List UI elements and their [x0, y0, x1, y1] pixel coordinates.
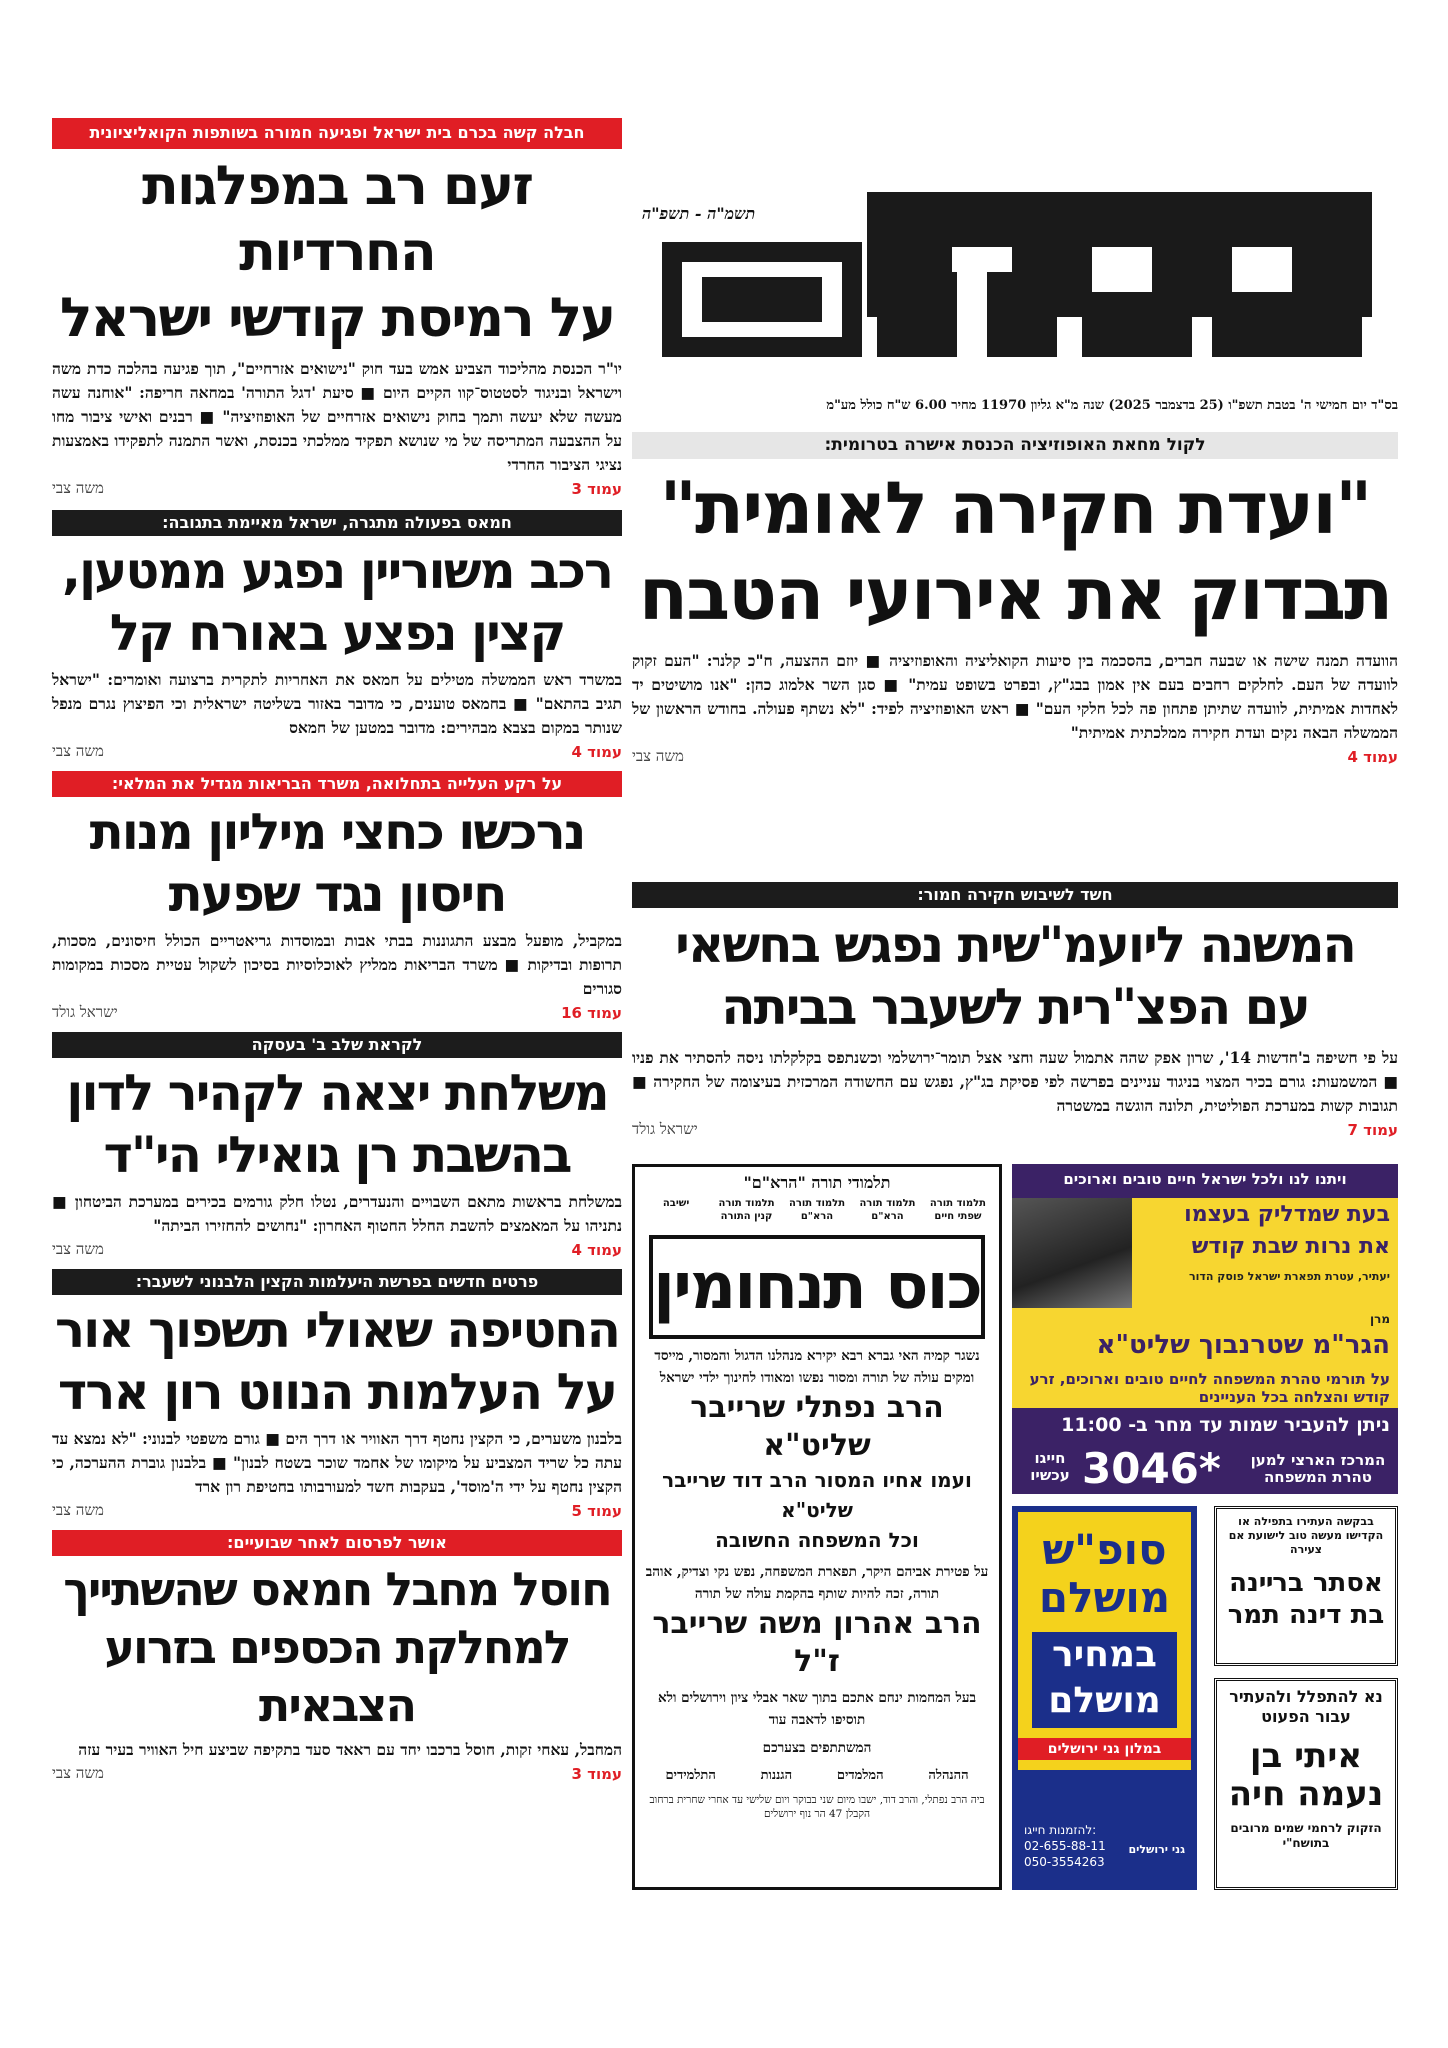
left5-body: בלבנון משערים, כי הקצין נחטף דרך האוויר או דרך הים ■ גורם משפטי לבנוני: "לא נמצא עד עתה כל שריד המצביע על מיקומו של אחמד שוכר בשטח לבנון" ■ בלבנון גוברת ההערכה, כי הקצין נחטף על ידי ה'מוסד', בעקבות חשד למעורבותו בחטיפת רון ארד	[52, 1429, 622, 1497]
rabbi-ad-dial-code[interactable]: *3046	[1082, 1444, 1221, 1493]
left2-body: במשרד ראש הממשלה מטילים על חמאס את האחריות לתקרית ברצועה ואומרים: "ישראל תגיב בהתאם" ■ בחמאס טוענים, כי מדובר באזור בשליטה ישראלית וכי הפיצוץ נגרם מנפל שנותר במקום בצבא מבהירים: מדובר במטען של חמאס	[52, 670, 622, 738]
left2-byline	[52, 742, 622, 761]
institution: תלמוד תורה הרא"ם	[788, 1198, 846, 1222]
left5-headline[interactable]	[52, 1299, 622, 1423]
left6-headline-line2: למחלקת הכספים בזרוע הצבאית	[104, 1620, 570, 1733]
left6-kicker: אושר לפרסום לאחר שבועיים:	[52, 1530, 622, 1556]
left4-headline-line2: בהשבת רן גואילי הי"ד	[103, 1126, 571, 1185]
lead-author: משה צבי	[632, 747, 684, 766]
left4-body: במשלחת בראשות מתאם השבויים והנעדרים, נטלו חלק גורמים בכירים במערכת הביטחון ■ נתניהו על המאמצים להשבת החלל החטוף האחרון: "נחושים להחזירו הביתה"	[52, 1192, 622, 1236]
condolence-name2: ועמו אחיו המסור הרב דוד שרייבר שליט"א	[662, 1468, 972, 1522]
story2-headline-line2: עם הפצ"רית לשעבר בביתה	[721, 978, 1309, 1036]
rabbi-ad-top: ויתנו לנו ולכל ישראל חיים טובים וארוכים	[1012, 1164, 1398, 1198]
condolence-p1: נשגר קמיה האי גברא רבא יקירא מנהלנו הדגול והמסור, מייסד ומקים עולה של תורה ומסור נפשו ומאודו לחינוך ילדי ישראל	[654, 1348, 980, 1386]
institution: תלמוד תורה הרא"ם	[859, 1198, 916, 1222]
weekend-hotel-ad-blue1: במחיר	[1051, 1634, 1157, 1675]
dateline: בס"ד יום חמישי ה' בטבת תשפ"ו (25 בדצמבר 2025) שנה מ"א גליון 11970 מחיר 6.00 ש"ח כולל מע"מ	[826, 398, 1398, 413]
prayer-notice-2-name: איתי בן נעמה חיה	[1228, 1736, 1384, 1814]
left2-headline-line2: קצין נפצע באורח קל	[109, 604, 565, 663]
lead-body: הוועדה תמנה שישה או שבעה חברים, בהסכמה בין סיעות הקואליציה והאופוזיציה ■ יוזם ההצעה, ח"כ קלנר: "העם זקוק לוועדה של העם. לחלקים רחבים בעם אין אמון בבג"ץ, ובפרט בשופט עמית" ■ סגן השר אלמוג כהן: "אנו מושיטים יד לאחדות אמיתית, לוועדה שתיתן פתחון פה לכל חלקי העם" ■ ראש האופוזיציה לפיד: "לא נשתף פעולה. בחודש הראשון של הממשלה הבאה נקים ועדת חקירה ממלכתית אמיתית"	[632, 651, 1398, 743]
weekend-hotel-ad-title	[1018, 1526, 1191, 1622]
left4-kicker: לקראת שלב ב' בעסקה	[52, 1032, 622, 1058]
left-story-1	[52, 118, 622, 498]
prayer-notice-2-footer: הזקוק לרחמי שמים מרובים בתושח"י	[1230, 1821, 1382, 1850]
left-story-4	[52, 1032, 622, 1259]
rabbi-photo	[1012, 1198, 1132, 1308]
condolence-top: תלמודי תורה "הרא"ם"	[743, 1173, 891, 1192]
left5-headline-line2: על העלמות הנווט רון ארד	[57, 1363, 617, 1422]
left3-body: במקביל, מופעל מבצע התגוננות בבתי אבות ובמוסדות גריאטריים הכולל חיסונים, מסכות, תרופות ובדיקות ■ משרד הבריאות ממליץ לאוכלוסיות בסיכון לשקול עטיית מסכות במקומות סגורים	[52, 931, 622, 999]
condolence-name3: הרב אהרון משה שרייבר ז"ל	[652, 1606, 982, 1679]
signature: המלמדים	[836, 1768, 884, 1783]
story2-headline[interactable]	[632, 914, 1398, 1038]
left3-page-ref[interactable]: עמוד 16	[561, 1004, 622, 1023]
left-story-5	[52, 1269, 622, 1520]
left4-headline-line1: משלחת יצאה לקהיר לדון	[66, 1064, 608, 1123]
left1-headline-line1: זעם רב במפלגות החרדיות	[142, 154, 532, 283]
left6-headline[interactable]	[52, 1560, 622, 1734]
left1-headline-line2: על רמיסת קודשי ישראל	[59, 286, 615, 349]
hotel-brand-logo: גני ירושלים	[1128, 1843, 1185, 1856]
weekend-hotel-ad-line1: סופ"ש	[1042, 1525, 1167, 1574]
left1-page-ref[interactable]: עמוד 3	[571, 480, 622, 499]
condolence-fine-print: ביה הרב נפתלי, והרב דוד, ישבו מיום שני בבוקר ויום שלישי עד אחרי שחרית ברחוב הקבלן 47 הר נוף ירושלים	[649, 1794, 985, 1820]
left2-headline-line1: רכב משוריין נפגע ממטען,	[61, 542, 613, 601]
left6-body: המחבל, עאחי זקות, חוסל ברכבו יחד עם ראאד סעד בתקיפה שביצע חיל האוויר בעיר עזה	[78, 1740, 622, 1760]
prayer-notice-2	[1214, 1678, 1398, 1890]
rabbi-ad[interactable]	[1012, 1164, 1398, 1494]
right-column	[632, 112, 1398, 1902]
weekend-hotel-ad[interactable]	[1012, 1506, 1197, 1890]
prayer-notice-2-request: נא להתפלל ולהעתיר עבור הפעוט	[1229, 1687, 1383, 1726]
left3-headline[interactable]	[52, 801, 622, 925]
left2-headline[interactable]	[52, 540, 622, 664]
signature: התלמידים	[665, 1768, 716, 1783]
left6-author: משה צבי	[52, 1764, 104, 1783]
condolence-sig-intro: המשתתפים בצערכם	[762, 1740, 872, 1756]
left4-headline[interactable]	[52, 1062, 622, 1186]
story2-headline-line1: המשנה ליועמ"שית נפגש בחשאי	[675, 916, 1355, 974]
left-story-6	[52, 1530, 622, 1783]
story2-kicker: חשד לשיבוש חקירה חמור:	[632, 882, 1398, 908]
signature: ההנהלה	[928, 1768, 969, 1783]
condolence-signatures	[643, 1767, 991, 1783]
rabbi-ad-blessing: על תורמי טהרת המשפחה לחיים טובים וארוכים, זרע קודש והצלחה בכל העניינים	[1029, 1370, 1390, 1406]
weekend-hotel-ad-line2: מושלם	[1038, 1573, 1171, 1622]
story2-body: על פי חשיפה ב'חדשות 14', שרון אפק שהה אתמול שעה וחצי אצל תומר־ירושלמי וכשנתפס בקלקלתו ניסה להסתיר את פניו ■ המשמעות: גורם בכיר המצוי בניגוד עניינים בפרשה לפי פסיקת בג"ץ, נפגש עם החשודה המרכזית בעיצומה של החקירה ■ תגובות קשות במערכת הפוליטית, תלונה הוגשה במשטרה	[632, 1048, 1398, 1116]
left5-page-ref[interactable]: עמוד 5	[571, 1502, 622, 1521]
masthead	[632, 112, 1398, 382]
left6-headline-line1: חוסל מחבל חמאס שהשתייך	[63, 1562, 611, 1617]
weekend-hotel-ad-footer	[1018, 1770, 1191, 1878]
condolence-p4: בעל המחמות ינחם אתכם בתוך שאר אבלי ציון וירושלים ולא תוסיפו לדאבה עוד	[657, 1690, 977, 1728]
rabbi-ad-maran: מרן	[1369, 1312, 1390, 1326]
rabbi-ad-name: הגר"מ שטרנבוך שליט"א	[1096, 1330, 1390, 1360]
left1-kicker: חבלה קשה בכרם בית ישראל ופגיעה חמורה בשותפות הקואליציונית	[52, 118, 622, 149]
left3-headline-line1: נרכשו כחצי מיליון מנות	[89, 803, 585, 862]
left-story-3	[52, 771, 622, 1022]
story2-byline	[632, 1120, 1398, 1139]
hotel-phones[interactable]	[1024, 1822, 1106, 1870]
left-column	[52, 118, 622, 1908]
left5-author: משה צבי	[52, 1501, 104, 1520]
left-story-2	[52, 510, 622, 761]
left4-page-ref[interactable]: עמוד 4	[571, 1241, 622, 1260]
left1-author: משה צבי	[52, 479, 104, 498]
prayer-notice-1-name: אסתר ברײנה בת דינה תמר	[1227, 1568, 1385, 1630]
condolence-institutions	[643, 1197, 991, 1223]
story2-author: ישראל גולד	[632, 1120, 698, 1139]
lead-page-ref[interactable]: עמוד 4	[1347, 748, 1398, 767]
left6-byline	[52, 1764, 622, 1783]
rabbi-ad-org: המרכז הארצי למען טהרת המשפחה	[1250, 1451, 1386, 1486]
lead-kicker: לקול מחאת האופוזיציה הכנסת אישרה בטרומית:	[632, 432, 1398, 459]
left3-byline	[52, 1003, 622, 1022]
rabbi-ad-footer	[1012, 1408, 1398, 1494]
condolence-p3: על פטירת אביהם היקר, תפארת המשפחה, נפש נקי וצדיק, אוהב תורה, זכה להיות שותף בהקמת עולה של תורה	[645, 1564, 989, 1602]
left5-byline	[52, 1501, 622, 1520]
lead-headline-line1: "ועדת חקירה לאומית"	[659, 466, 1371, 550]
lead-headline[interactable]	[632, 465, 1398, 637]
left5-headline-line1: החטיפה שאולי תשפוך אור	[55, 1301, 619, 1360]
left3-headline-line2: חיסון נגד שפעת	[168, 865, 506, 924]
hotel-phone-2[interactable]: 050-3554263	[1024, 1855, 1105, 1869]
condolence-ad	[632, 1164, 1002, 1890]
anniversary-40-logo	[757, 112, 887, 222]
left2-page-ref[interactable]: עמוד 4	[571, 743, 622, 762]
weekend-hotel-ad-hotel: במלון גני ירושלים	[1018, 1738, 1191, 1760]
condolence-name1: הרב נפתלי שרייבר שליט"א	[690, 1390, 944, 1463]
left5-kicker: פרטים חדשים בפרשת היעלמות הקצין הלבנוני לשעבר:	[52, 1269, 622, 1295]
signature: הגננות	[760, 1768, 793, 1783]
institution: תלמוד תורה שפתי חיים	[929, 1198, 986, 1222]
left6-page-ref[interactable]: עמוד 3	[571, 1765, 622, 1784]
rabbi-ad-line2: את נרות שבת קודש	[1191, 1234, 1390, 1259]
lead-byline	[632, 747, 1398, 766]
left1-headline[interactable]	[52, 153, 622, 351]
left3-kicker: על רקע העלייה בתחלואה, משרד הבריאות מגדיל את המלאי:	[52, 771, 622, 797]
prayer-notice-1-request: בבקשה העתירו בתפילה או הקדישו מעשה טוב לישועת אם צעירה	[1228, 1515, 1384, 1556]
rabbi-ad-line1: בעת שמדליק בעצמו	[1184, 1202, 1390, 1227]
lead-headline-line2: תבדוק את אירועי הטבח	[638, 552, 1392, 636]
weekend-hotel-ad-blue2: מושלם	[1048, 1680, 1161, 1721]
hotel-phone-1[interactable]: 02-655-88-11	[1024, 1839, 1106, 1853]
rabbi-ad-blessing-box	[1012, 1308, 1398, 1408]
left1-body: יו"ר הכנסת מהליכוד הצביע אמש בעד חוק "נישואים אזרחיים", תוך פגיעה בהלכה כדת משה וישראל ובניגוד לסטטוס־קוו הקיים היום ■ סיעת 'דגל התורה' במחאה חריפה: "אוחנה עשה מעשה שלא יעשה ותמך בחוק נישואים אזרחיים של האופוזיציה" ■ רבנים ואישי ציבור מחו על ההצבעה המתריסה של מי שנושא תפקיד ממלכתי בכנסת, ואשר התמנה לתפקידו באמצעות נציגי הציבור החרדי	[52, 359, 622, 475]
left3-author: ישראל גולד	[52, 1003, 118, 1022]
weekend-hotel-ad-price-box	[1032, 1632, 1177, 1728]
left4-byline	[52, 1240, 622, 1259]
rabbi-ad-line3: יעתיר, עטרת תפארת ישראל פוסק הדור	[1189, 1270, 1390, 1283]
rabbi-ad-deadline: ניתן להעביר שמות עד מחר ב- 11:00	[1061, 1414, 1390, 1436]
rabbi-ad-dial-label: חייגו עכשיו	[1030, 1449, 1070, 1484]
left1-byline	[52, 479, 622, 498]
story2-page-ref[interactable]: עמוד 7	[1347, 1121, 1398, 1140]
left4-author: משה צבי	[52, 1240, 104, 1259]
institution: תלמוד תורה קנין התורה	[718, 1198, 775, 1222]
left2-author: משה צבי	[52, 742, 104, 761]
condolence-title: כוס תנחומין	[649, 1235, 985, 1339]
weekend-hotel-ad-panel	[1018, 1512, 1191, 1878]
masthead-tagline: תשמ"ה - תשפ"ה	[642, 204, 756, 223]
hotel-phone-label: להזמנות חייגו:	[1024, 1823, 1097, 1837]
condolence-family: וכל המשפחה החשובה	[715, 1528, 919, 1552]
left2-kicker: חמאס בפעולה מתגרה, ישראל מאיימת בתגובה:	[52, 510, 622, 536]
prayer-notice-1	[1214, 1506, 1398, 1666]
institution: ישיבה	[662, 1198, 690, 1209]
